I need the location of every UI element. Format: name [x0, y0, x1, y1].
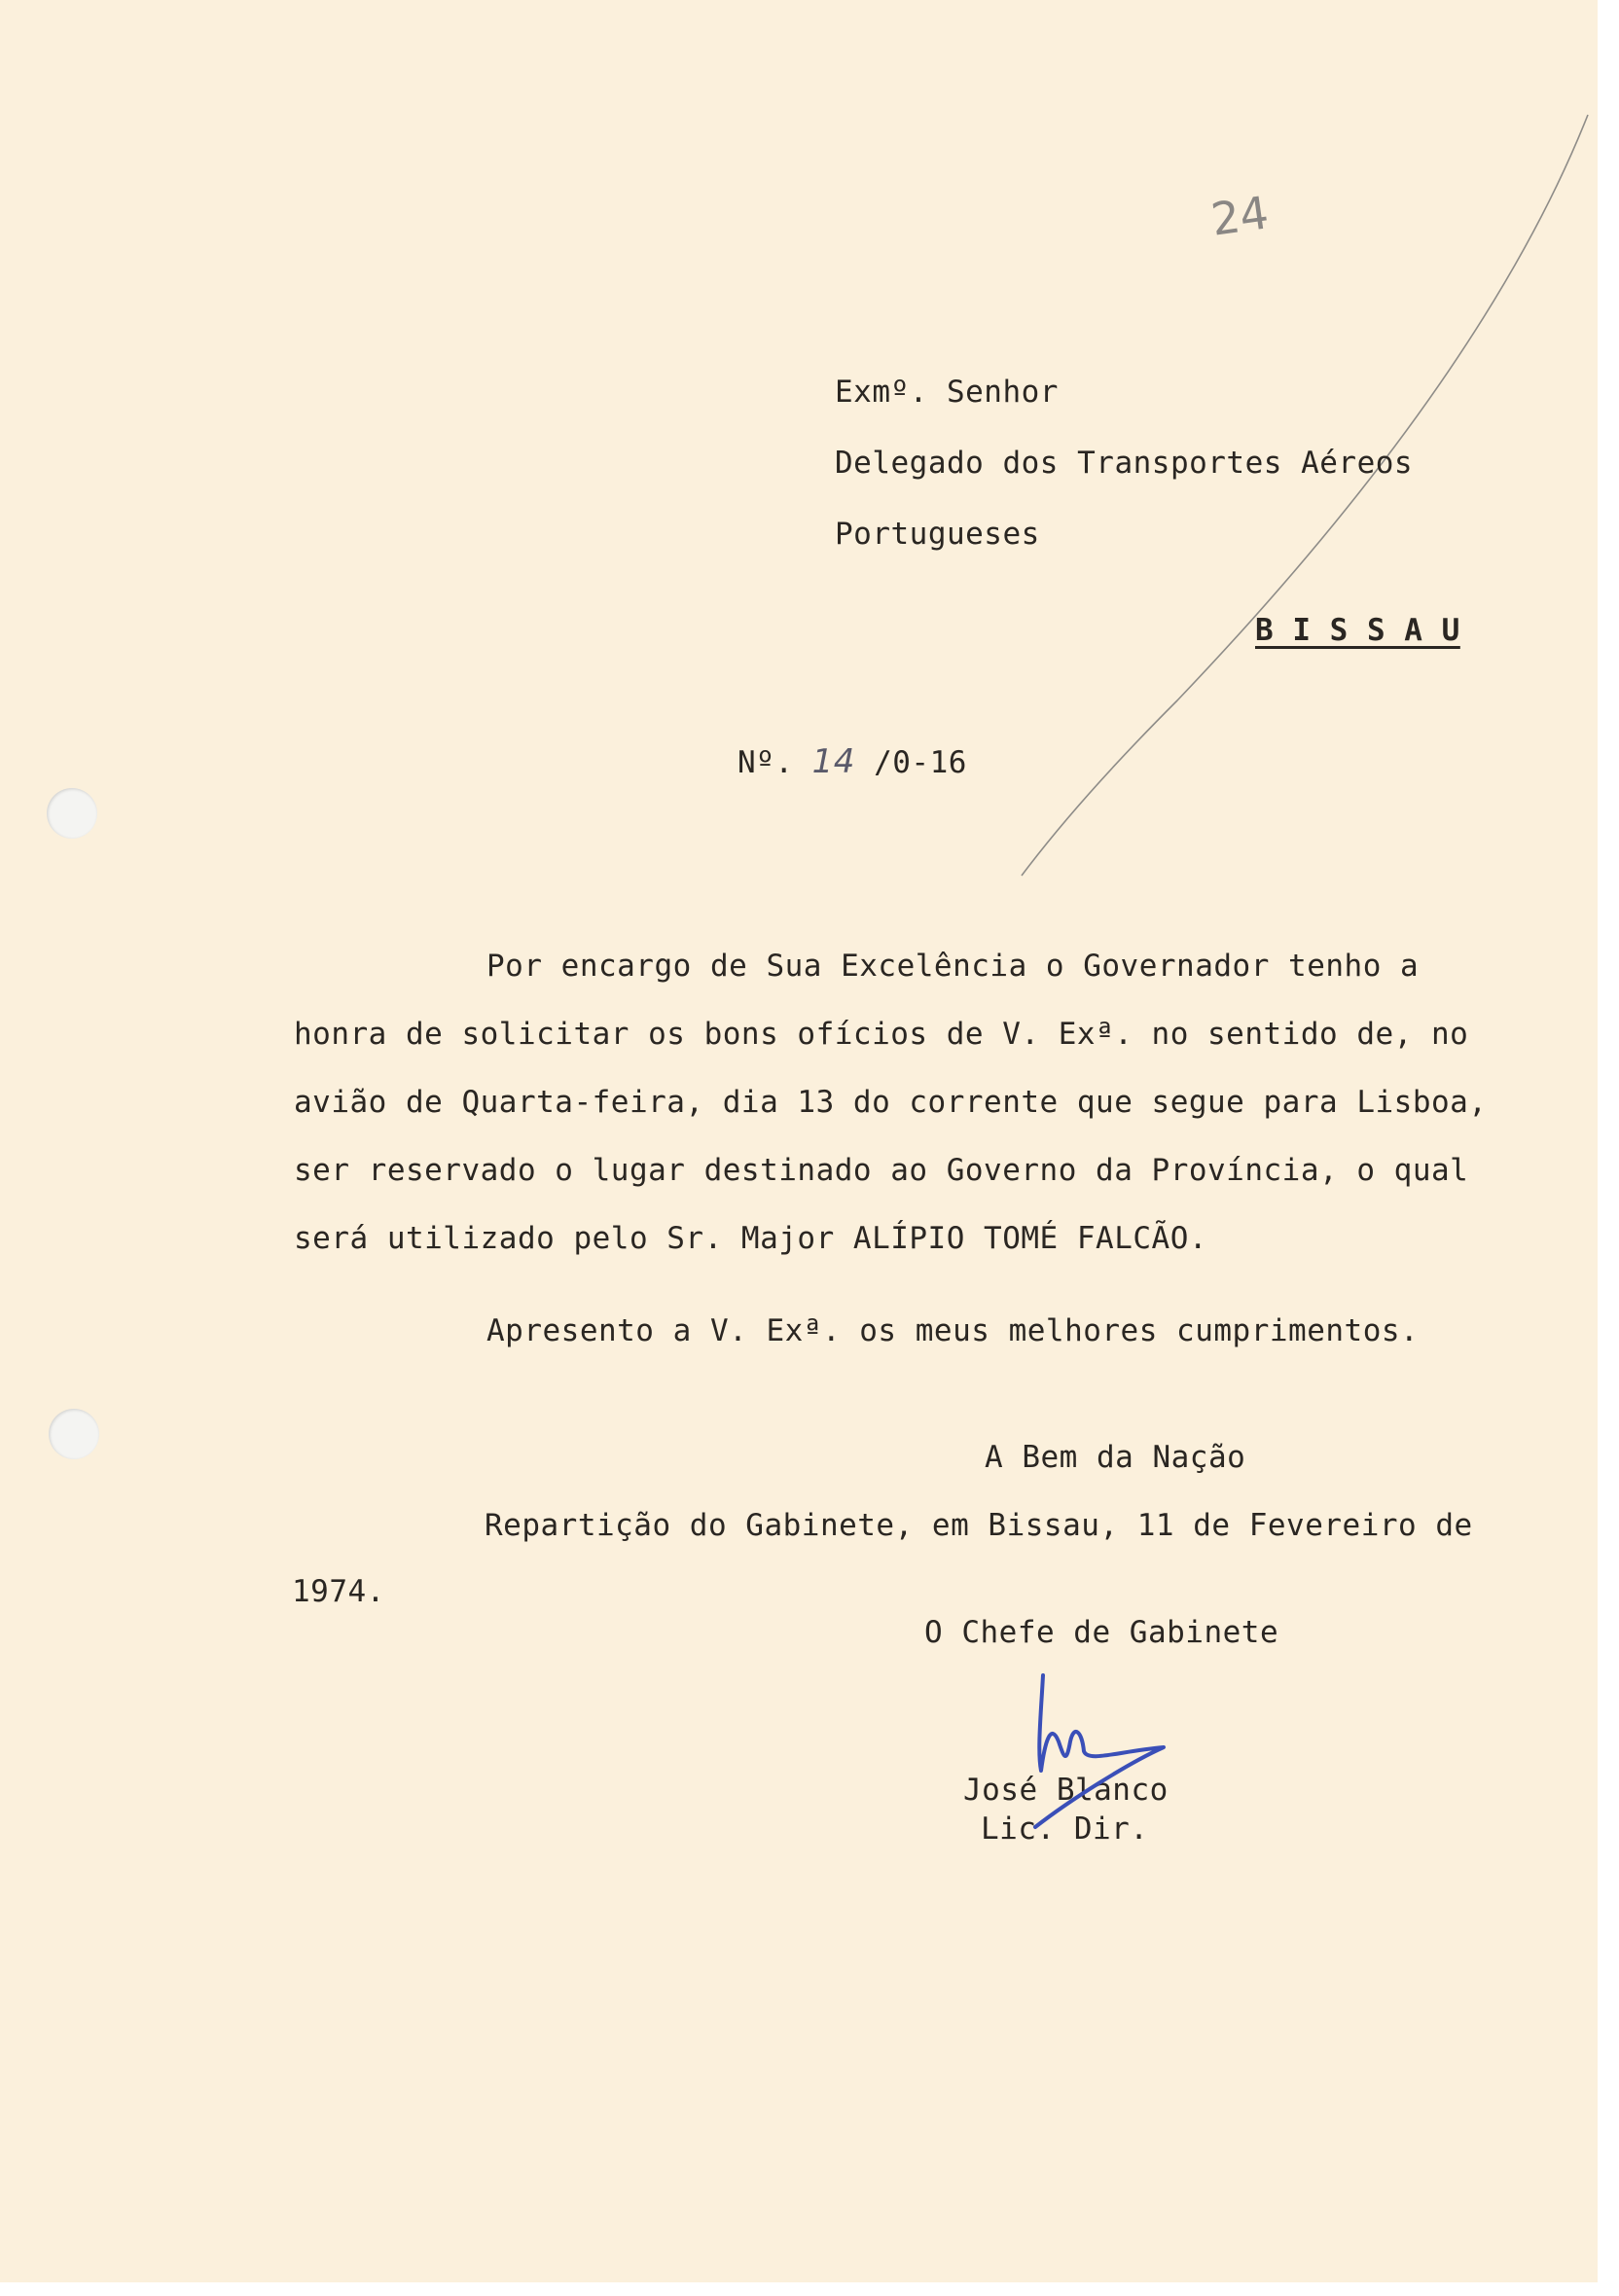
- body-line-1: Por encargo de Sua Excelência o Governador tenho a: [486, 949, 1420, 984]
- addressee-line-2: Portugueses: [835, 517, 1040, 552]
- place-date-line-1: Repartição do Gabinete, em Bissau, 11 de Fevereiro de: [485, 1508, 1473, 1543]
- body-line-2: honra de solicitar os bons ofícios de V. Exª. no sentido de, no: [294, 1017, 1469, 1052]
- addressee-line-1: Delegado dos Transportes Aéreos: [835, 446, 1414, 481]
- body-line-3: avião de Quarta-feira, dia 13 do corrente que segue para Lisboa,: [294, 1085, 1488, 1120]
- addressee-city: B I S S A U: [1255, 613, 1460, 648]
- reference-handwritten: 14: [811, 742, 855, 781]
- reference-prefix: Nº.: [738, 745, 794, 780]
- motto: A Bem da Nação: [985, 1440, 1246, 1475]
- signatory-title: O Chefe de Gabinete: [924, 1615, 1279, 1650]
- body-line-4: ser reservado o lugar destinado ao Governo da Província, o qual: [294, 1153, 1469, 1188]
- salutation: Exmº. Senhor: [835, 375, 1059, 410]
- signatory-name: José Blanco: [963, 1773, 1169, 1808]
- body-line-5: será utilizado pelo Sr. Major ALÍPIO TOMÉ FALCÃO.: [294, 1221, 1208, 1256]
- signatory-qualification: Lic. Dir.: [981, 1812, 1149, 1847]
- place-date-line-2: 1974.: [292, 1574, 385, 1609]
- pencil-page-number: 24: [1207, 186, 1273, 246]
- closing-line: Apresento a V. Exª. os meus melhores cumprimentos.: [486, 1313, 1420, 1348]
- reference-suffix: /0-16: [874, 745, 967, 780]
